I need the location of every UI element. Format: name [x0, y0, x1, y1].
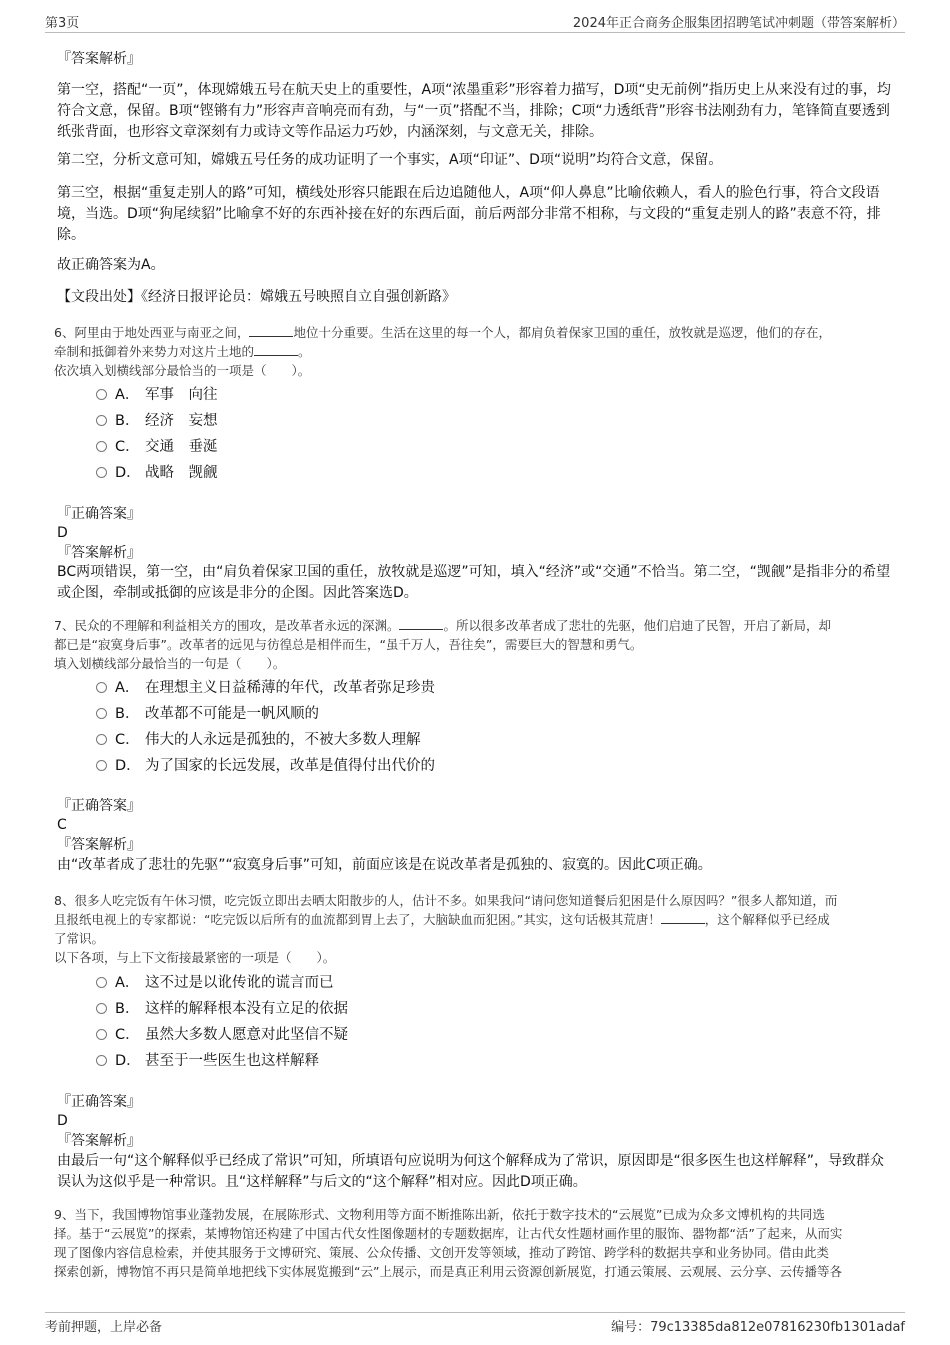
q7-stem-part: 都已是“寂寞身后事”。改革者的远见与彷徨总是相伴而生，“虽千万人，吾往矣”，需要巨大的智慧和勇气。: [54, 637, 643, 652]
q6-option-a[interactable]: [96, 383, 218, 407]
q7-answer: C: [57, 817, 67, 833]
radio-icon[interactable]: [96, 682, 107, 693]
radio-icon[interactable]: [96, 708, 107, 719]
q8-answer-label: 『正确答案』: [57, 1094, 141, 1110]
blank-line: [661, 911, 705, 924]
q8-prompt: 以下各项，与上下文衔接最紧密的一项是（ ）。: [54, 950, 336, 965]
q6-explain-label: 『答案解析』: [57, 545, 141, 561]
option-letter: C．: [115, 732, 140, 748]
q5-explain-label: 『答案解析』: [57, 51, 141, 67]
option-text: 军事 向往: [145, 387, 218, 403]
document-id: 编号：79c13385da812e07816230fb1301adaf: [611, 1320, 905, 1335]
option-letter: A．: [115, 975, 140, 991]
radio-icon[interactable]: [96, 1003, 107, 1014]
q8-option-a[interactable]: [96, 971, 334, 995]
q8-explain-label: 『答案解析』: [57, 1133, 141, 1149]
option-text: 虽然大多数人愿意对此坚信不疑: [145, 1027, 348, 1043]
q7-stem: [54, 616, 900, 673]
q6-explain: BC两项错误，第一空，由“肩负着保家卫国的重任，放牧就是巡逻”可知，填入“经济”或“交通”不恰当。第二空，“觊觎”是指非分的希望或企图，牵制或抵御的应该是非分的企图。因此答案选D。: [57, 564, 891, 601]
radio-icon[interactable]: [96, 734, 107, 745]
option-text: 为了国家的长远发展，改革是值得付出代价的: [145, 758, 435, 774]
option-text: 交通 垂涎: [145, 439, 218, 455]
q9-stem-line: 现了图像内容信息检索，并使其服务于文博研究、策展、公众传播、文创开发等领域，推动了跨馆、跨学科的数据共享和业务协同。借由此类: [54, 1245, 830, 1260]
option-letter: B．: [115, 413, 140, 429]
q8-stem: [54, 891, 900, 967]
option-text: 这样的解释根本没有立足的依据: [145, 1001, 348, 1017]
blank-line: [249, 324, 293, 337]
option-letter: B．: [115, 706, 140, 722]
q8-answer: D: [57, 1113, 68, 1129]
q8-option-c[interactable]: [96, 1023, 348, 1047]
q9-stem-line: 择。基于“云展览”的探索，某博物馆还构建了中国古代女性图像题材的专题数据库，让古代女性题材画作里的服饰、器物都“活”了起来，从而实: [54, 1226, 843, 1241]
option-letter: A．: [115, 680, 140, 696]
option-text: 在理想主义日益稀薄的年代，改革者弥足珍贵: [145, 680, 435, 696]
option-letter: B．: [115, 1001, 140, 1017]
document-title: 2024年正合商务企服集团招聘笔试冲刺题（带答案解析）: [572, 16, 905, 31]
radio-icon[interactable]: [96, 1055, 107, 1066]
q7-option-a[interactable]: [96, 676, 435, 700]
page-number: 第3页: [45, 16, 80, 31]
q7-stem-part: 7、民众的不理解和利益相关方的围攻，是改革者永远的深渊。: [54, 618, 400, 633]
q8-explain: 由最后一句“这个解释似乎已经成了常识”可知，所填语句应说明为何这个解释成为了常识，原因即是“很多医生也这样解释”，导致群众误认为这似乎是一种常识。且“这样解释”与后文的“这个解释”相对应。因此D项正确。: [57, 1153, 885, 1190]
q6-prompt: 依次填入划横线部分最恰当的一项是（ ）。: [54, 363, 311, 378]
option-text: 甚至于一些医生也这样解释: [145, 1053, 319, 1069]
q5-explain-p2: 第二空，分析文意可知，嫦娥五号任务的成功证明了一个事实，A项“印证”、D项“说明”均符合文意，保留。: [57, 152, 723, 168]
q6-stem-part: 地位十分重要。生活在这里的每一个人，都肩负着保家卫国的重任，放牧就是巡逻，他们的存在，: [293, 325, 831, 340]
q6-answer-label: 『正确答案』: [57, 506, 141, 522]
q6-stem: [54, 323, 900, 380]
q5-source: 【文段出处】《经济日报评论员：嫦娥五号映照自立自强创新路》: [57, 289, 456, 305]
q6-stem-part: 6、阿里由于地处西亚与南亚之间，: [54, 325, 250, 340]
page-header: [45, 12, 905, 33]
q9-stem: [54, 1205, 900, 1281]
q9-stem-line: 9、当下，我国博物馆事业蓬勃发展，在展陈形式、文物利用等方面不断推陈出新，依托于数字技术的“云展览”已成为众多文博机构的共同选: [54, 1207, 825, 1222]
q7-answer-label: 『正确答案』: [57, 798, 141, 814]
q5-explain-p3: 第三空，根据“重复走别人的路”可知，横线处形容只能跟在后边追随他人，A项“仰人鼻息”比喻依赖人，看人的脸色行事，符合文段语境，当选。D项“狗尾续貂”比喻拿不好的东西补接在好的东西后面，前后两部分非常不相称，与文段的“重复走别人的路”表意不符，排除。: [57, 185, 881, 243]
q8-option-d[interactable]: [96, 1049, 319, 1073]
q6-stem-part: 牵制和抵御着外来势力对这片土地的: [54, 344, 255, 359]
q8-stem-part: 了常识。: [54, 931, 105, 946]
footer-slogan: 考前押题，上岸必备: [45, 1320, 163, 1335]
option-text: 伟大的人永远是孤独的，不被大多数人理解: [145, 732, 421, 748]
q7-option-d[interactable]: [96, 754, 435, 778]
q5-explain-p1: 第一空，搭配“一页”，体现嫦娥五号在航天史上的重要性，A项“浓墨重彩”形容着力描写，D项“史无前例”指历史上从来没有过的事，均符合文意，保留。B项“铿锵有力”形容声音响亮而有劲，与“一页”搭配不当，排除；C项“力透纸背”形容书法刚劲有力，笔锋简直要透到纸张背面，也形容文章深刻有力或诗文等作品运力巧妙，内涵深刻，与文意无关，排除。: [57, 82, 891, 140]
radio-icon[interactable]: [96, 760, 107, 771]
q6-option-d[interactable]: [96, 461, 218, 485]
radio-icon[interactable]: [96, 1029, 107, 1040]
option-letter: D．: [115, 1053, 141, 1069]
option-letter: C．: [115, 1027, 140, 1043]
radio-icon[interactable]: [96, 977, 107, 988]
q8-option-b[interactable]: [96, 997, 348, 1021]
q8-stem-part: 8、很多人吃完饭有午休习惯，吃完饭立即出去晒太阳散步的人，估计不多。如果我问“请问您知道餐后犯困是什么原因吗？”很多人都知道，而: [54, 893, 838, 908]
q7-stem-part: 。所以很多改革者成了悲壮的先驱，他们启迪了民智，开启了新局，却: [443, 618, 831, 633]
option-text: 这不过是以讹传讹的谎言而已: [145, 975, 334, 991]
option-text: 战略 觊觎: [145, 465, 218, 481]
radio-icon[interactable]: [96, 441, 107, 452]
q6-stem-part: 。: [298, 344, 311, 359]
radio-icon[interactable]: [96, 415, 107, 426]
radio-icon[interactable]: [96, 389, 107, 400]
q7-option-c[interactable]: [96, 728, 421, 752]
q7-explain: 由“改革者成了悲壮的先驱”“寂寞身后事”可知，前面应该是在说改革者是孤独的、寂寞的。因此C项正确。: [57, 857, 712, 873]
option-letter: D．: [115, 465, 141, 481]
q7-prompt: 填入划横线部分最恰当的一句是（ ）。: [54, 656, 286, 671]
q8-stem-part: 且报纸电视上的专家都说：“吃完饭以后所有的血流都到胃上去了，大脑缺血而犯困。”其实，这句话极其荒唐！: [54, 912, 661, 927]
q6-answer: D: [57, 525, 68, 541]
option-letter: A．: [115, 387, 140, 403]
radio-icon[interactable]: [96, 467, 107, 478]
q6-option-c[interactable]: [96, 435, 218, 459]
option-letter: C．: [115, 439, 140, 455]
page-footer: [45, 1312, 905, 1336]
option-text: 经济 妄想: [145, 413, 218, 429]
q7-explain-label: 『答案解析』: [57, 837, 141, 853]
option-letter: D．: [115, 758, 141, 774]
blank-line: [254, 343, 298, 356]
q6-option-b[interactable]: [96, 409, 218, 433]
q9-stem-line: 探索创新，博物馆不再只是简单地把线下实体展览搬到“云”上展示，而是真正利用云资源创新展览，打通云策展、云观展、云分享、云传播等各: [54, 1264, 842, 1279]
option-text: 改革都不可能是一帆风顺的: [145, 706, 319, 722]
blank-line: [399, 617, 443, 630]
q5-explain-conclusion: 故正确答案为A。: [57, 257, 165, 273]
q8-stem-part: ，这个解释似乎已经成: [704, 912, 830, 927]
q7-option-b[interactable]: [96, 702, 319, 726]
